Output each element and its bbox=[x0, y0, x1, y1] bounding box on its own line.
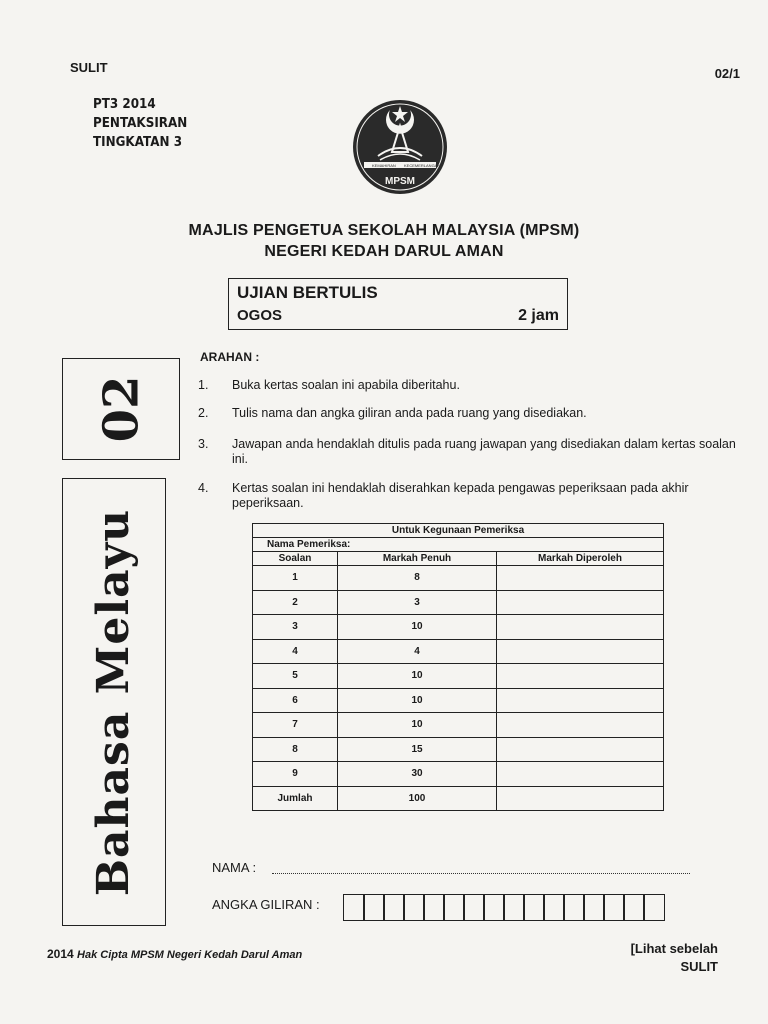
total-obtained-marks-cell[interactable] bbox=[497, 786, 664, 811]
candidate-number-box[interactable] bbox=[363, 894, 385, 921]
obtained-marks-cell[interactable] bbox=[497, 566, 664, 591]
table-row bbox=[253, 762, 664, 787]
instruction-text: Kertas soalan ini hendaklah diserahkan kepada pengawas peperiksaan pada akhir peperiksaan. bbox=[232, 481, 689, 510]
logo-bottom-text: MPSM bbox=[385, 176, 415, 187]
subject-name: Bahasa Melayu bbox=[88, 508, 140, 896]
candidate-number-box[interactable] bbox=[343, 894, 365, 921]
full-marks: 3 bbox=[338, 590, 497, 615]
question-number: 9 bbox=[253, 762, 338, 787]
candidate-number-box[interactable] bbox=[423, 894, 445, 921]
question-number: 7 bbox=[253, 713, 338, 738]
paper-number: 02 bbox=[92, 375, 149, 443]
logo-left-text: KEMAHIRAN bbox=[372, 163, 396, 168]
candidate-number-field[interactable] bbox=[343, 894, 663, 921]
full-marks: 10 bbox=[338, 615, 497, 640]
candidate-number-box[interactable] bbox=[583, 894, 605, 921]
full-marks: 15 bbox=[338, 737, 497, 762]
name-field[interactable] bbox=[272, 873, 690, 874]
confidential-footer: SULIT bbox=[680, 959, 718, 974]
test-duration: 2 jam bbox=[518, 307, 559, 324]
paper-number-box bbox=[62, 358, 180, 460]
obtained-marks-cell[interactable] bbox=[497, 639, 664, 664]
test-month: OGOS bbox=[237, 307, 283, 324]
candidate-number-box[interactable] bbox=[383, 894, 405, 921]
instruction-number: 2. bbox=[198, 406, 209, 420]
candidate-number-box[interactable] bbox=[623, 894, 645, 921]
marks-table-title: Untuk Kegunaan Pemeriksa bbox=[253, 524, 664, 538]
full-marks: 30 bbox=[338, 762, 497, 787]
copyright-text: Hak Cipta MPSM Negeri Kedah Darul Aman bbox=[77, 949, 303, 961]
logo-right-text: KECEMERLANGAN bbox=[404, 163, 441, 168]
question-number: 6 bbox=[253, 688, 338, 713]
table-row bbox=[253, 615, 664, 640]
full-marks: 10 bbox=[338, 664, 497, 689]
test-title: UJIAN BERTULIS bbox=[237, 283, 378, 302]
candidate-number-label: ANGKA GILIRAN : bbox=[212, 897, 320, 912]
obtained-marks-cell[interactable] bbox=[497, 737, 664, 762]
table-row bbox=[253, 737, 664, 762]
examiner-name-field: Nama Pemeriksa: bbox=[253, 538, 664, 552]
full-marks: 10 bbox=[338, 688, 497, 713]
total-full-marks: 100 bbox=[338, 786, 497, 811]
instructions-heading: ARAHAN : bbox=[200, 350, 260, 364]
obtained-marks-cell[interactable] bbox=[497, 688, 664, 713]
candidate-number-box[interactable] bbox=[463, 894, 485, 921]
question-number: 5 bbox=[253, 664, 338, 689]
candidate-number-box[interactable] bbox=[523, 894, 545, 921]
instruction-text: Tulis nama dan angka giliran anda pada ruang yang disediakan. bbox=[232, 406, 587, 420]
obtained-marks-cell[interactable] bbox=[497, 713, 664, 738]
table-row bbox=[253, 590, 664, 615]
candidate-number-box[interactable] bbox=[443, 894, 465, 921]
obtained-marks-cell[interactable] bbox=[497, 762, 664, 787]
obtained-marks-cell[interactable] bbox=[497, 615, 664, 640]
organization-line-1: MAJLIS PENGETUA SEKOLAH MALAYSIA (MPSM) bbox=[188, 222, 580, 239]
instruction-text: Jawapan anda hendaklah ditulis pada ruang jawapan yang disediakan dalam kertas soalan ini. bbox=[232, 437, 736, 466]
candidate-number-box[interactable] bbox=[643, 894, 665, 921]
instruction-number: 3. bbox=[198, 437, 209, 451]
full-marks: 10 bbox=[338, 713, 497, 738]
total-row bbox=[253, 786, 664, 811]
column-header-question: Soalan bbox=[253, 552, 338, 566]
marks-table bbox=[252, 523, 664, 811]
table-row bbox=[253, 664, 664, 689]
column-header-full-marks: Markah Penuh bbox=[338, 552, 497, 566]
table-row bbox=[253, 688, 664, 713]
table-row bbox=[253, 639, 664, 664]
instruction-text: Buka kertas soalan ini apabila diberitahu. bbox=[232, 378, 460, 392]
candidate-number-box[interactable] bbox=[483, 894, 505, 921]
candidate-number-box[interactable] bbox=[403, 894, 425, 921]
candidate-number-box[interactable] bbox=[503, 894, 525, 921]
organization-name bbox=[0, 220, 768, 262]
full-marks: 4 bbox=[338, 639, 497, 664]
table-row bbox=[253, 566, 664, 591]
question-number: 2 bbox=[253, 590, 338, 615]
question-number: 1 bbox=[253, 566, 338, 591]
turn-over-note: [Lihat sebelah bbox=[630, 941, 718, 956]
page-footer-right bbox=[631, 940, 718, 976]
test-info-box bbox=[228, 278, 568, 330]
candidate-number-box[interactable] bbox=[563, 894, 585, 921]
exam-form: TINGKATAN 3 bbox=[93, 135, 183, 150]
total-label: Jumlah bbox=[253, 786, 338, 811]
subject-box bbox=[62, 478, 166, 926]
exam-heading bbox=[93, 95, 187, 152]
column-header-obtained-marks: Markah Diperoleh bbox=[497, 552, 664, 566]
question-number: 3 bbox=[253, 615, 338, 640]
instruction-number: 4. bbox=[198, 481, 209, 495]
exam-year: PT3 2014 bbox=[93, 97, 156, 112]
mpsm-logo bbox=[350, 100, 450, 196]
confidential-label: SULIT bbox=[70, 60, 108, 75]
full-marks: 8 bbox=[338, 566, 497, 591]
question-number: 8 bbox=[253, 737, 338, 762]
name-label: NAMA : bbox=[212, 860, 257, 875]
obtained-marks-cell[interactable] bbox=[497, 664, 664, 689]
paper-code: 02/1 bbox=[714, 66, 740, 81]
candidate-number-box[interactable] bbox=[603, 894, 625, 921]
candidate-number-box[interactable] bbox=[543, 894, 565, 921]
exam-type: PENTAKSIRAN bbox=[93, 116, 188, 131]
copyright-notice bbox=[47, 947, 302, 961]
organization-line-2: NEGERI KEDAH DARUL AMAN bbox=[264, 243, 504, 260]
obtained-marks-cell[interactable] bbox=[497, 590, 664, 615]
question-number: 4 bbox=[253, 639, 338, 664]
copyright-year: 2014 bbox=[47, 947, 74, 961]
instruction-number: 1. bbox=[198, 378, 209, 392]
table-row bbox=[253, 713, 664, 738]
